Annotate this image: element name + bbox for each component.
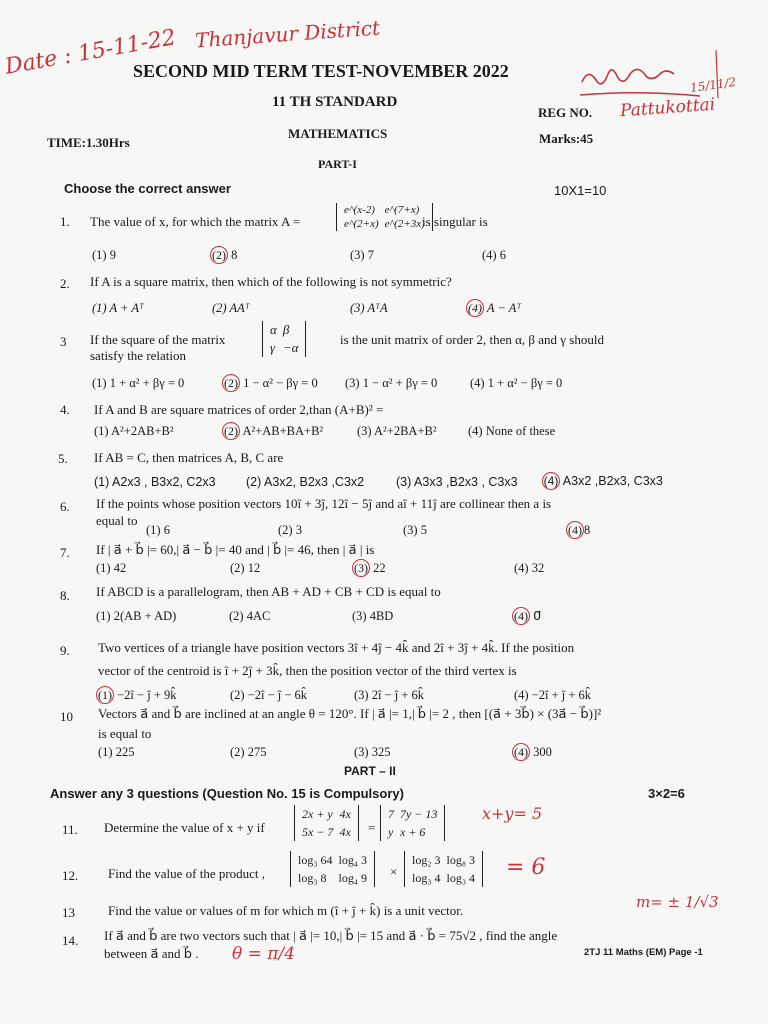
- q6-option-4-value: 8: [584, 523, 591, 537]
- q11-text: Determine the value of x + y if: [104, 820, 265, 835]
- q14-number: 14.: [62, 933, 79, 948]
- q12-l21: log₃ 8: [298, 871, 327, 885]
- q3-m22: −α: [282, 340, 299, 355]
- q11-l21: 5x − 7: [302, 825, 334, 839]
- answer-circle-icon: (4): [568, 523, 582, 537]
- q5-text: If AB = C, then matrices A, B, C are: [94, 450, 284, 465]
- reg-no-label: REG NO.: [538, 105, 593, 120]
- q10-option-2: (2) 275: [230, 745, 267, 759]
- q10-number: 10: [60, 709, 73, 724]
- q3-option-4: (4) 1 + α² − βγ = 0: [470, 376, 563, 390]
- q5-option-4-value: A3x2 ,B2x3, C3x3: [562, 474, 663, 488]
- q2-number: 2.: [60, 276, 70, 291]
- q2-option-4: [466, 299, 521, 317]
- q5-number: 5.: [58, 451, 68, 466]
- q12-determinant-left: [290, 851, 375, 887]
- q3-number: 3: [60, 334, 67, 349]
- q11-matrix-right: [380, 805, 445, 841]
- q11-r22: x + 6: [400, 825, 426, 839]
- q7-option-3-value: 22: [373, 561, 386, 575]
- q9-option-3: (3) 2î − ĵ + 6k̂: [354, 688, 424, 702]
- q2-option-1: (1) A + Aᵀ: [92, 301, 144, 315]
- exam-title: SECOND MID TERM TEST-NOVEMBER 2022: [133, 61, 509, 81]
- q3-option-2-value: 1 − α² − βγ = 0: [243, 376, 318, 390]
- q11-equals: =: [368, 820, 376, 835]
- q14-text: If a⃗ and b⃗ are two vectors such that | a⃗ |= 10,| b⃗ |= 15 and a⃗ · b⃗ = 75√2 , find the angle: [104, 928, 558, 943]
- q4-option-4: (4) None of these: [468, 424, 556, 438]
- q10-text: Vectors a⃗ and b⃗ are inclined at an angle θ = 120°. If | a⃗ |= 1,| b⃗ |= 2 , then [(a⃗ + 3b⃗) × (3a⃗ − b⃗)]²: [98, 706, 602, 721]
- q6-option-2: (2) 3: [278, 523, 302, 537]
- answer-circle-icon: (4): [514, 745, 528, 759]
- part1-heading: PART-I: [318, 157, 357, 171]
- q11-r21: y: [388, 825, 394, 839]
- handwritten-q13-answer: m= ± 1/√3: [636, 893, 719, 911]
- q12-l12: log₄ 3: [338, 853, 368, 867]
- handwritten-q11-answer: x+y= 5: [482, 804, 543, 823]
- part1-instruction: Choose the correct answer: [64, 181, 231, 196]
- q1-option-1: (1) 9: [92, 248, 116, 262]
- q1-option-3: (3) 7: [350, 248, 374, 262]
- q2-option-3: (3) AᵀA: [350, 301, 388, 315]
- q8-number: 8.: [60, 588, 70, 603]
- q1-m22: e^(2+3x): [384, 218, 425, 230]
- q10-option-4: [512, 743, 552, 761]
- q1-m12: e^(7+x): [384, 204, 420, 216]
- q12-number: 12.: [62, 868, 79, 883]
- q5-option-1: (1) A2x3 , B3x2, C2x3: [94, 475, 216, 489]
- part1-marks: 10X1=10: [554, 183, 607, 198]
- q12-l11: log₃ 64: [298, 853, 333, 867]
- q1-number: 1.: [60, 214, 70, 229]
- q3-option-2: [222, 374, 318, 392]
- q3-text-b: is the unit matrix of order 2, then α, β and γ should: [340, 332, 604, 347]
- q7-number: 7.: [60, 545, 70, 560]
- q9-option-1-value: −2î − ĵ + 9k̂: [117, 688, 177, 702]
- q13-text: Find the value or values of m for which m (î + ĵ + k̂) is a unit vector.: [108, 903, 464, 918]
- q12-r22: log₃ 4: [446, 871, 476, 885]
- q3-matrix: [262, 321, 306, 357]
- q8-option-3: (3) 4BD: [352, 609, 394, 623]
- q11-l12: 4x: [339, 807, 351, 821]
- q5-option-3: (3) A3x3 ,B2x3 , C3x3: [396, 475, 518, 489]
- part2-instruction: Answer any 3 questions (Question No. 15 is Compulsory): [50, 786, 404, 801]
- q3-option-3: (3) 1 − α² + βγ = 0: [345, 376, 438, 390]
- q7-option-4: (4) 32: [514, 561, 545, 575]
- q8-text: If ABCD is a parallelogram, then AB + AD + CB + CD is equal to: [96, 584, 441, 599]
- q7-text: If | a⃗ + b⃗ |= 60,| a⃗ − b⃗ |= 40 and | b⃗ |= 46, then | a⃗ | is: [96, 542, 375, 557]
- q4-option-2: [222, 422, 323, 440]
- q3-m21: γ: [270, 340, 276, 355]
- handwritten-signature-date: 15/11/2: [689, 74, 738, 96]
- signature: [578, 60, 698, 96]
- q3-text-c: satisfy the relation: [90, 348, 187, 363]
- handwritten-date: Date : 15-11-22: [3, 25, 178, 80]
- q12-r21: log₃ 4: [412, 871, 441, 885]
- handwritten-q14-answer: θ = π/4: [232, 944, 296, 964]
- q9-option-2: (2) −2î − ĵ − 6k̂: [230, 688, 308, 702]
- handwritten-reg-name: Pattukottai: [619, 94, 716, 122]
- q1-matrix: [336, 203, 433, 231]
- q8-option-1: (1) 2(AB + AD): [96, 609, 177, 623]
- q14-text-b: between a⃗ and b⃗ .: [104, 946, 199, 961]
- q11-matrix-left: [294, 805, 359, 841]
- q6-text-b: equal to: [96, 513, 138, 528]
- q9-number: 9.: [60, 643, 70, 658]
- footer-code: 2TJ 11 Maths (EM) Page -1: [584, 947, 703, 958]
- q12-determinant-right: [404, 851, 483, 887]
- part2-marks: 3×2=6: [648, 786, 685, 801]
- q2-option-2: (2) AAᵀ: [212, 301, 250, 315]
- q11-l22: 4x: [339, 825, 351, 839]
- q4-option-1: (1) A²+2AB+B²: [94, 424, 174, 438]
- marks-label: Marks:45: [539, 131, 594, 146]
- answer-circle-icon: (2): [224, 376, 238, 390]
- q4-option-3: (3) A²+2BA+B²: [357, 424, 437, 438]
- q1-suffix: is singular is: [422, 214, 488, 229]
- q11-r12: 7y − 13: [400, 807, 438, 821]
- q2-option-4-value: A − Aᵀ: [486, 301, 522, 315]
- q11-number: 11.: [62, 822, 78, 837]
- q11-r11: 7: [388, 807, 394, 821]
- answer-circle-icon: (1): [98, 688, 112, 702]
- q4-option-2-value: A²+AB+BA+B²: [242, 424, 324, 438]
- q10-option-3: (3) 325: [354, 745, 391, 759]
- q1-m11: e^(x-2): [344, 204, 375, 216]
- q8-option-4-value: 0⃗: [533, 609, 542, 623]
- part2-heading: PART – II: [344, 764, 396, 778]
- q1-option-2-value: 8: [231, 248, 238, 262]
- handwritten-district: Thanjavur District: [194, 15, 381, 53]
- q10-option-1: (1) 225: [98, 745, 135, 759]
- q3-text-a: If the square of the matrix: [90, 332, 226, 347]
- q12-l22: log₄ 9: [338, 871, 368, 885]
- q12-r11: log₂ 3: [412, 853, 441, 867]
- q9-text-b: vector of the centroid is î + 2ĵ + 3k̂, then the position vector of the third vertex is: [98, 663, 517, 678]
- q8-option-2: (2) 4AC: [229, 609, 271, 623]
- q11-l11: 2x + y: [302, 807, 333, 821]
- q7-option-3: [352, 559, 386, 577]
- answer-circle-icon: (2): [224, 424, 238, 438]
- q4-number: 4.: [60, 402, 70, 417]
- answer-circle-icon: (3): [354, 561, 368, 575]
- q6-option-3: (3) 5: [403, 523, 427, 537]
- q2-text: If A is a square matrix, then which of the following is not symmetric?: [90, 274, 452, 289]
- q7-option-1: (1) 42: [96, 561, 127, 575]
- q6-text: If the points whose position vectors 10î + 3ĵ, 12î − 5ĵ and aî + 11ĵ are collinear then a is: [96, 496, 552, 511]
- q3-m11: α: [270, 322, 277, 337]
- q3-option-1: (1) 1 + α² + βγ = 0: [92, 376, 185, 390]
- q9-option-1: [96, 686, 176, 704]
- q9-option-4: (4) −2î + ĵ + 6k̂: [514, 688, 592, 702]
- q12-r12: log₈ 3: [446, 853, 476, 867]
- q13-number: 13: [62, 905, 75, 920]
- q1-option-2: [210, 246, 237, 264]
- subject-label: MATHEMATICS: [288, 126, 388, 141]
- q12-text: Find the value of the product ,: [108, 866, 266, 881]
- q1-text: The value of x, for which the matrix A =: [90, 214, 301, 229]
- q6-option-4: [566, 521, 590, 539]
- q1-m21: e^(2+x): [344, 218, 379, 230]
- q3-m12: β: [282, 322, 290, 337]
- answer-circle-icon: (2): [212, 248, 226, 262]
- q5-option-4: [542, 472, 663, 490]
- q10-text-b: is equal to: [98, 726, 152, 741]
- time-label: TIME:1.30Hrs: [47, 135, 130, 150]
- standard-label: 11 TH STANDARD: [272, 94, 398, 110]
- q10-option-4-value: 300: [533, 745, 552, 759]
- q8-option-4: [512, 607, 541, 625]
- q5-option-2: (2) A3x2, B2x3 ,C3x2: [246, 475, 365, 489]
- q9-text: Two vertices of a triangle have position vectors 3î + 4ĵ − 4k̂ and 2î + 3ĵ + 4k̂. If the position: [98, 640, 575, 655]
- q1-option-4: (4) 6: [482, 248, 506, 262]
- q6-option-1: (1) 6: [146, 523, 170, 537]
- handwritten-q12-answer: = 6: [506, 855, 546, 880]
- answer-circle-icon: (4): [514, 609, 528, 623]
- q6-number: 6.: [60, 499, 70, 514]
- answer-circle-icon: (4): [468, 301, 482, 315]
- q7-option-2: (2) 12: [230, 561, 261, 575]
- q12-times: ×: [390, 864, 398, 879]
- q4-text: If A and B are square matrices of order 2,than (A+B)² =: [94, 402, 384, 417]
- answer-circle-icon: (4): [543, 474, 559, 488]
